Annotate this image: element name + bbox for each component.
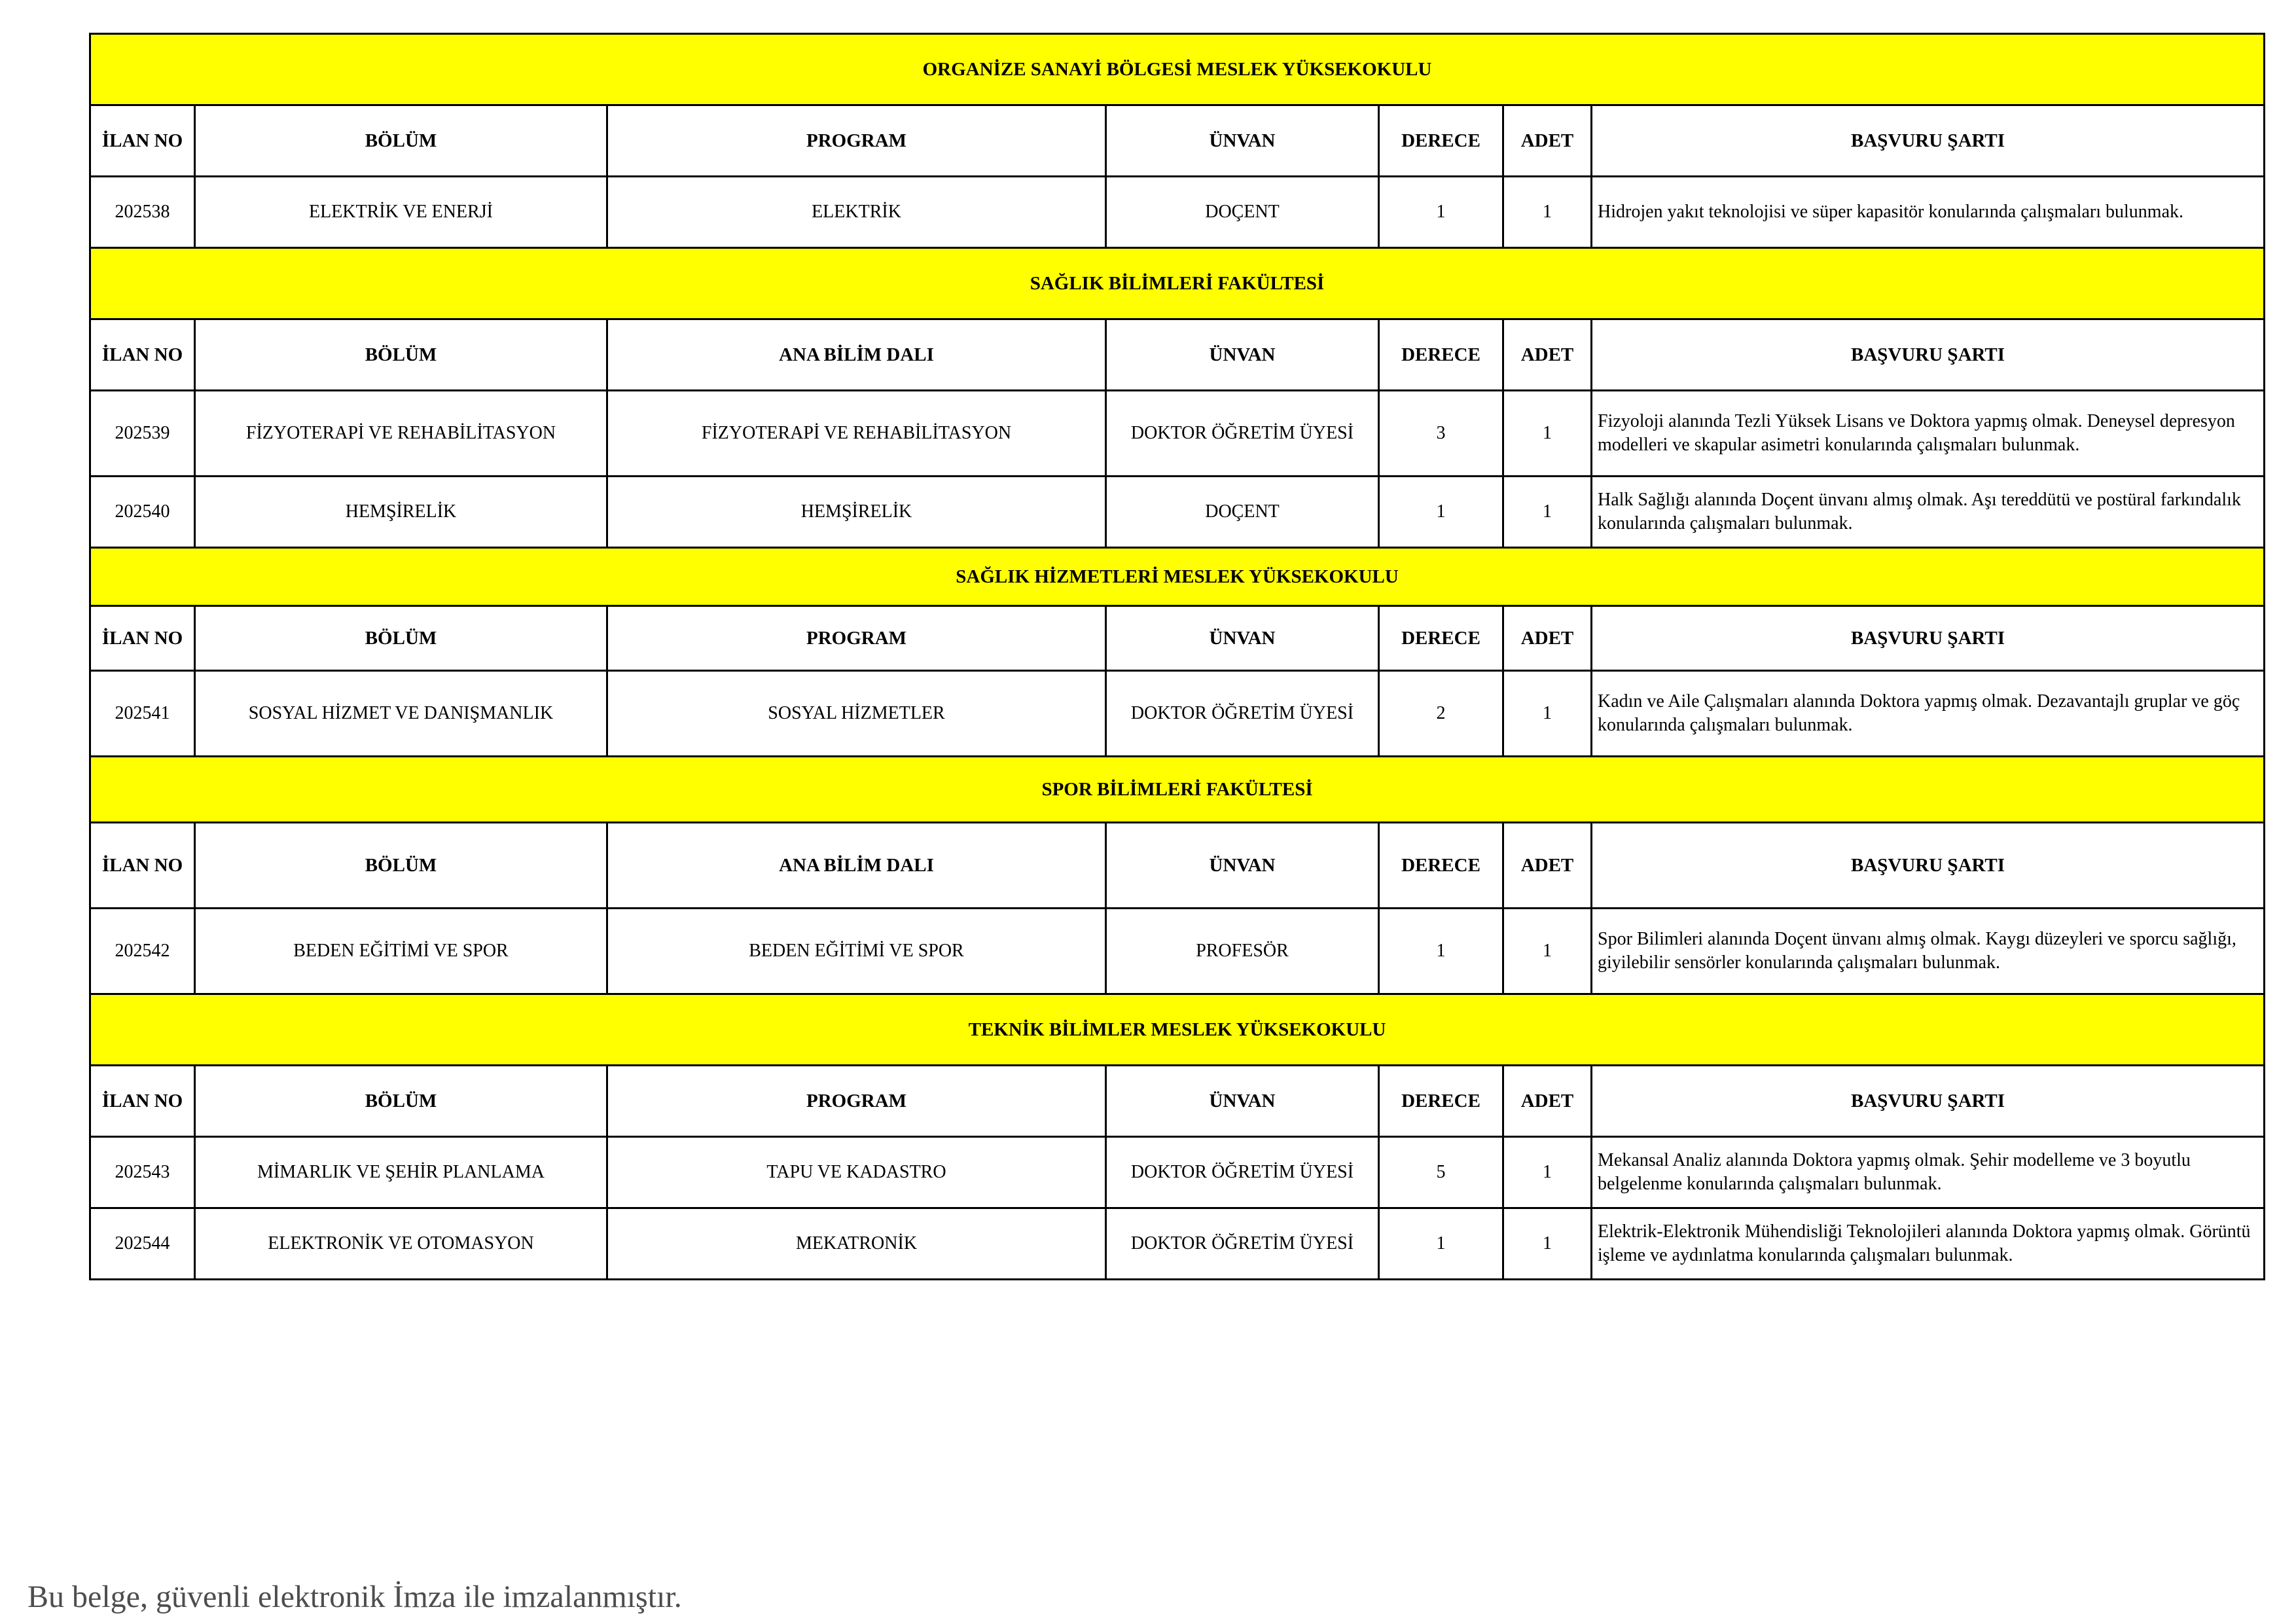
cell-bolum: SOSYAL HİZMET VE DANIŞMANLIK: [195, 671, 607, 757]
cell-ilan-no: 202544: [90, 1208, 195, 1280]
column-header-adet: ADET: [1503, 105, 1592, 177]
column-header-ilan-no: İLAN NO: [90, 105, 195, 177]
column-header-basvuru-sarti: BAŞVURU ŞARTI: [1592, 606, 2265, 671]
e-signature-notice: Bu belge, güvenli elektronik İmza ile imzalanmıştır.: [27, 1579, 682, 1614]
cell-adet: 1: [1503, 391, 1592, 477]
column-header-unvan: ÜNVAN: [1106, 1066, 1379, 1137]
cell-unvan: DOKTOR ÖĞRETİM ÜYESİ: [1106, 1137, 1379, 1208]
cell-bolum: ELEKTRİK VE ENERJİ: [195, 177, 607, 248]
column-header-adet: ADET: [1503, 823, 1592, 909]
cell-ilan-no: 202539: [90, 391, 195, 477]
cell-program: FİZYOTERAPİ VE REHABİLİTASYON: [607, 391, 1106, 477]
column-header-program: ANA BİLİM DALI: [607, 319, 1106, 391]
column-header-ilan-no: İLAN NO: [90, 606, 195, 671]
cell-basvuru-sarti: Spor Bilimleri alanında Doçent ünvanı almış olmak. Kaygı düzeyleri ve sporcu sağlığı, giyilebilir sensörler konularında çalışmaları bulunmak.: [1592, 909, 2265, 994]
cell-unvan: DOKTOR ÖĞRETİM ÜYESİ: [1106, 391, 1379, 477]
column-header-derece: DERECE: [1379, 319, 1503, 391]
table-body: [90, 34, 2265, 1280]
section-title-row: [90, 548, 2265, 606]
column-header-derece: DERECE: [1379, 606, 1503, 671]
cell-ilan-no: 202540: [90, 477, 195, 548]
column-header-bolum: BÖLÜM: [195, 823, 607, 909]
cell-ilan-no: 202543: [90, 1137, 195, 1208]
cell-derece: 1: [1379, 477, 1503, 548]
column-header-program: PROGRAM: [607, 105, 1106, 177]
table-row: [90, 477, 2265, 548]
table-row: [90, 671, 2265, 757]
cell-adet: 1: [1503, 177, 1592, 248]
section-title-row: [90, 994, 2265, 1066]
section-title-row: [90, 757, 2265, 823]
table-row: [90, 1137, 2265, 1208]
cell-derece: 2: [1379, 671, 1503, 757]
cell-basvuru-sarti: Hidrojen yakıt teknolojisi ve süper kapasitör konularında çalışmaları bulunmak.: [1592, 177, 2265, 248]
column-header-ilan-no: İLAN NO: [90, 823, 195, 909]
column-header-unvan: ÜNVAN: [1106, 319, 1379, 391]
cell-ilan-no: 202541: [90, 671, 195, 757]
column-header-ilan-no: İLAN NO: [90, 319, 195, 391]
cell-program: TAPU VE KADASTRO: [607, 1137, 1106, 1208]
section-title: TEKNİK BİLİMLER MESLEK YÜKSEKOKULU: [90, 994, 2265, 1066]
cell-adet: 1: [1503, 477, 1592, 548]
cell-program: SOSYAL HİZMETLER: [607, 671, 1106, 757]
section-title: ORGANİZE SANAYİ BÖLGESİ MESLEK YÜKSEKOKULU: [90, 34, 2265, 105]
cell-basvuru-sarti: Kadın ve Aile Çalışmaları alanında Doktora yapmış olmak. Dezavantajlı gruplar ve göç konularında çalışmaları bulunmak.: [1592, 671, 2265, 757]
cell-bolum: FİZYOTERAPİ VE REHABİLİTASYON: [195, 391, 607, 477]
column-header-bolum: BÖLÜM: [195, 319, 607, 391]
cell-derece: 3: [1379, 391, 1503, 477]
section-title: SAĞLIK HİZMETLERİ MESLEK YÜKSEKOKULU: [90, 548, 2265, 606]
cell-bolum: HEMŞİRELİK: [195, 477, 607, 548]
column-header-bolum: BÖLÜM: [195, 1066, 607, 1137]
cell-unvan: DOKTOR ÖĞRETİM ÜYESİ: [1106, 1208, 1379, 1280]
cell-program: ELEKTRİK: [607, 177, 1106, 248]
column-header-basvuru-sarti: BAŞVURU ŞARTI: [1592, 1066, 2265, 1137]
cell-adet: 1: [1503, 1208, 1592, 1280]
column-header-adet: ADET: [1503, 319, 1592, 391]
column-header-row: [90, 1066, 2265, 1137]
column-header-basvuru-sarti: BAŞVURU ŞARTI: [1592, 823, 2265, 909]
cell-unvan: PROFESÖR: [1106, 909, 1379, 994]
cell-basvuru-sarti: Halk Sağlığı alanında Doçent ünvanı almış olmak. Aşı tereddütü ve postüral farkındalık konularında çalışmaları bulunmak.: [1592, 477, 2265, 548]
cell-basvuru-sarti: Mekansal Analiz alanında Doktora yapmış olmak. Şehir modelleme ve 3 boyutlu belgelenme konularında çalışmaları bulunmak.: [1592, 1137, 2265, 1208]
column-header-unvan: ÜNVAN: [1106, 606, 1379, 671]
cell-derece: 1: [1379, 909, 1503, 994]
table-row: [90, 1208, 2265, 1280]
column-header-basvuru-sarti: BAŞVURU ŞARTI: [1592, 319, 2265, 391]
cell-unvan: DOKTOR ÖĞRETİM ÜYESİ: [1106, 671, 1379, 757]
cell-bolum: ELEKTRONİK VE OTOMASYON: [195, 1208, 607, 1280]
cell-derece: 1: [1379, 177, 1503, 248]
announcement-table: [89, 33, 2265, 1280]
column-header-unvan: ÜNVAN: [1106, 105, 1379, 177]
cell-derece: 5: [1379, 1137, 1503, 1208]
column-header-row: [90, 823, 2265, 909]
section-title-row: [90, 34, 2265, 105]
table-row: [90, 391, 2265, 477]
column-header-row: [90, 319, 2265, 391]
column-header-derece: DERECE: [1379, 1066, 1503, 1137]
cell-bolum: BEDEN EĞİTİMİ VE SPOR: [195, 909, 607, 994]
section-title-row: [90, 248, 2265, 319]
cell-basvuru-sarti: Elektrik-Elektronik Mühendisliği Teknolojileri alanında Doktora yapmış olmak. Görüntü işleme ve aydınlatma konularında çalışmaları bulunmak.: [1592, 1208, 2265, 1280]
column-header-adet: ADET: [1503, 1066, 1592, 1137]
cell-program: MEKATRONİK: [607, 1208, 1106, 1280]
column-header-program: PROGRAM: [607, 1066, 1106, 1137]
column-header-row: [90, 606, 2265, 671]
cell-adet: 1: [1503, 671, 1592, 757]
cell-bolum: MİMARLIK VE ŞEHİR PLANLAMA: [195, 1137, 607, 1208]
column-header-ilan-no: İLAN NO: [90, 1066, 195, 1137]
cell-ilan-no: 202538: [90, 177, 195, 248]
cell-program: BEDEN EĞİTİMİ VE SPOR: [607, 909, 1106, 994]
column-header-program: ANA BİLİM DALI: [607, 823, 1106, 909]
column-header-program: PROGRAM: [607, 606, 1106, 671]
cell-basvuru-sarti: Fizyoloji alanında Tezli Yüksek Lisans ve Doktora yapmış olmak. Deneysel depresyon modelleri ve skapular asimetri konularında çalışmaları bulunmak.: [1592, 391, 2265, 477]
column-header-row: [90, 105, 2265, 177]
column-header-unvan: ÜNVAN: [1106, 823, 1379, 909]
column-header-adet: ADET: [1503, 606, 1592, 671]
column-header-derece: DERECE: [1379, 105, 1503, 177]
column-header-bolum: BÖLÜM: [195, 105, 607, 177]
column-header-basvuru-sarti: BAŞVURU ŞARTI: [1592, 105, 2265, 177]
table-row: [90, 177, 2265, 248]
section-title: SPOR BİLİMLERİ FAKÜLTESİ: [90, 757, 2265, 823]
column-header-derece: DERECE: [1379, 823, 1503, 909]
cell-unvan: DOÇENT: [1106, 177, 1379, 248]
cell-derece: 1: [1379, 1208, 1503, 1280]
cell-ilan-no: 202542: [90, 909, 195, 994]
table-row: [90, 909, 2265, 994]
cell-adet: 1: [1503, 909, 1592, 994]
cell-unvan: DOÇENT: [1106, 477, 1379, 548]
section-title: SAĞLIK BİLİMLERİ FAKÜLTESİ: [90, 248, 2265, 319]
cell-adet: 1: [1503, 1137, 1592, 1208]
column-header-bolum: BÖLÜM: [195, 606, 607, 671]
cell-program: HEMŞİRELİK: [607, 477, 1106, 548]
